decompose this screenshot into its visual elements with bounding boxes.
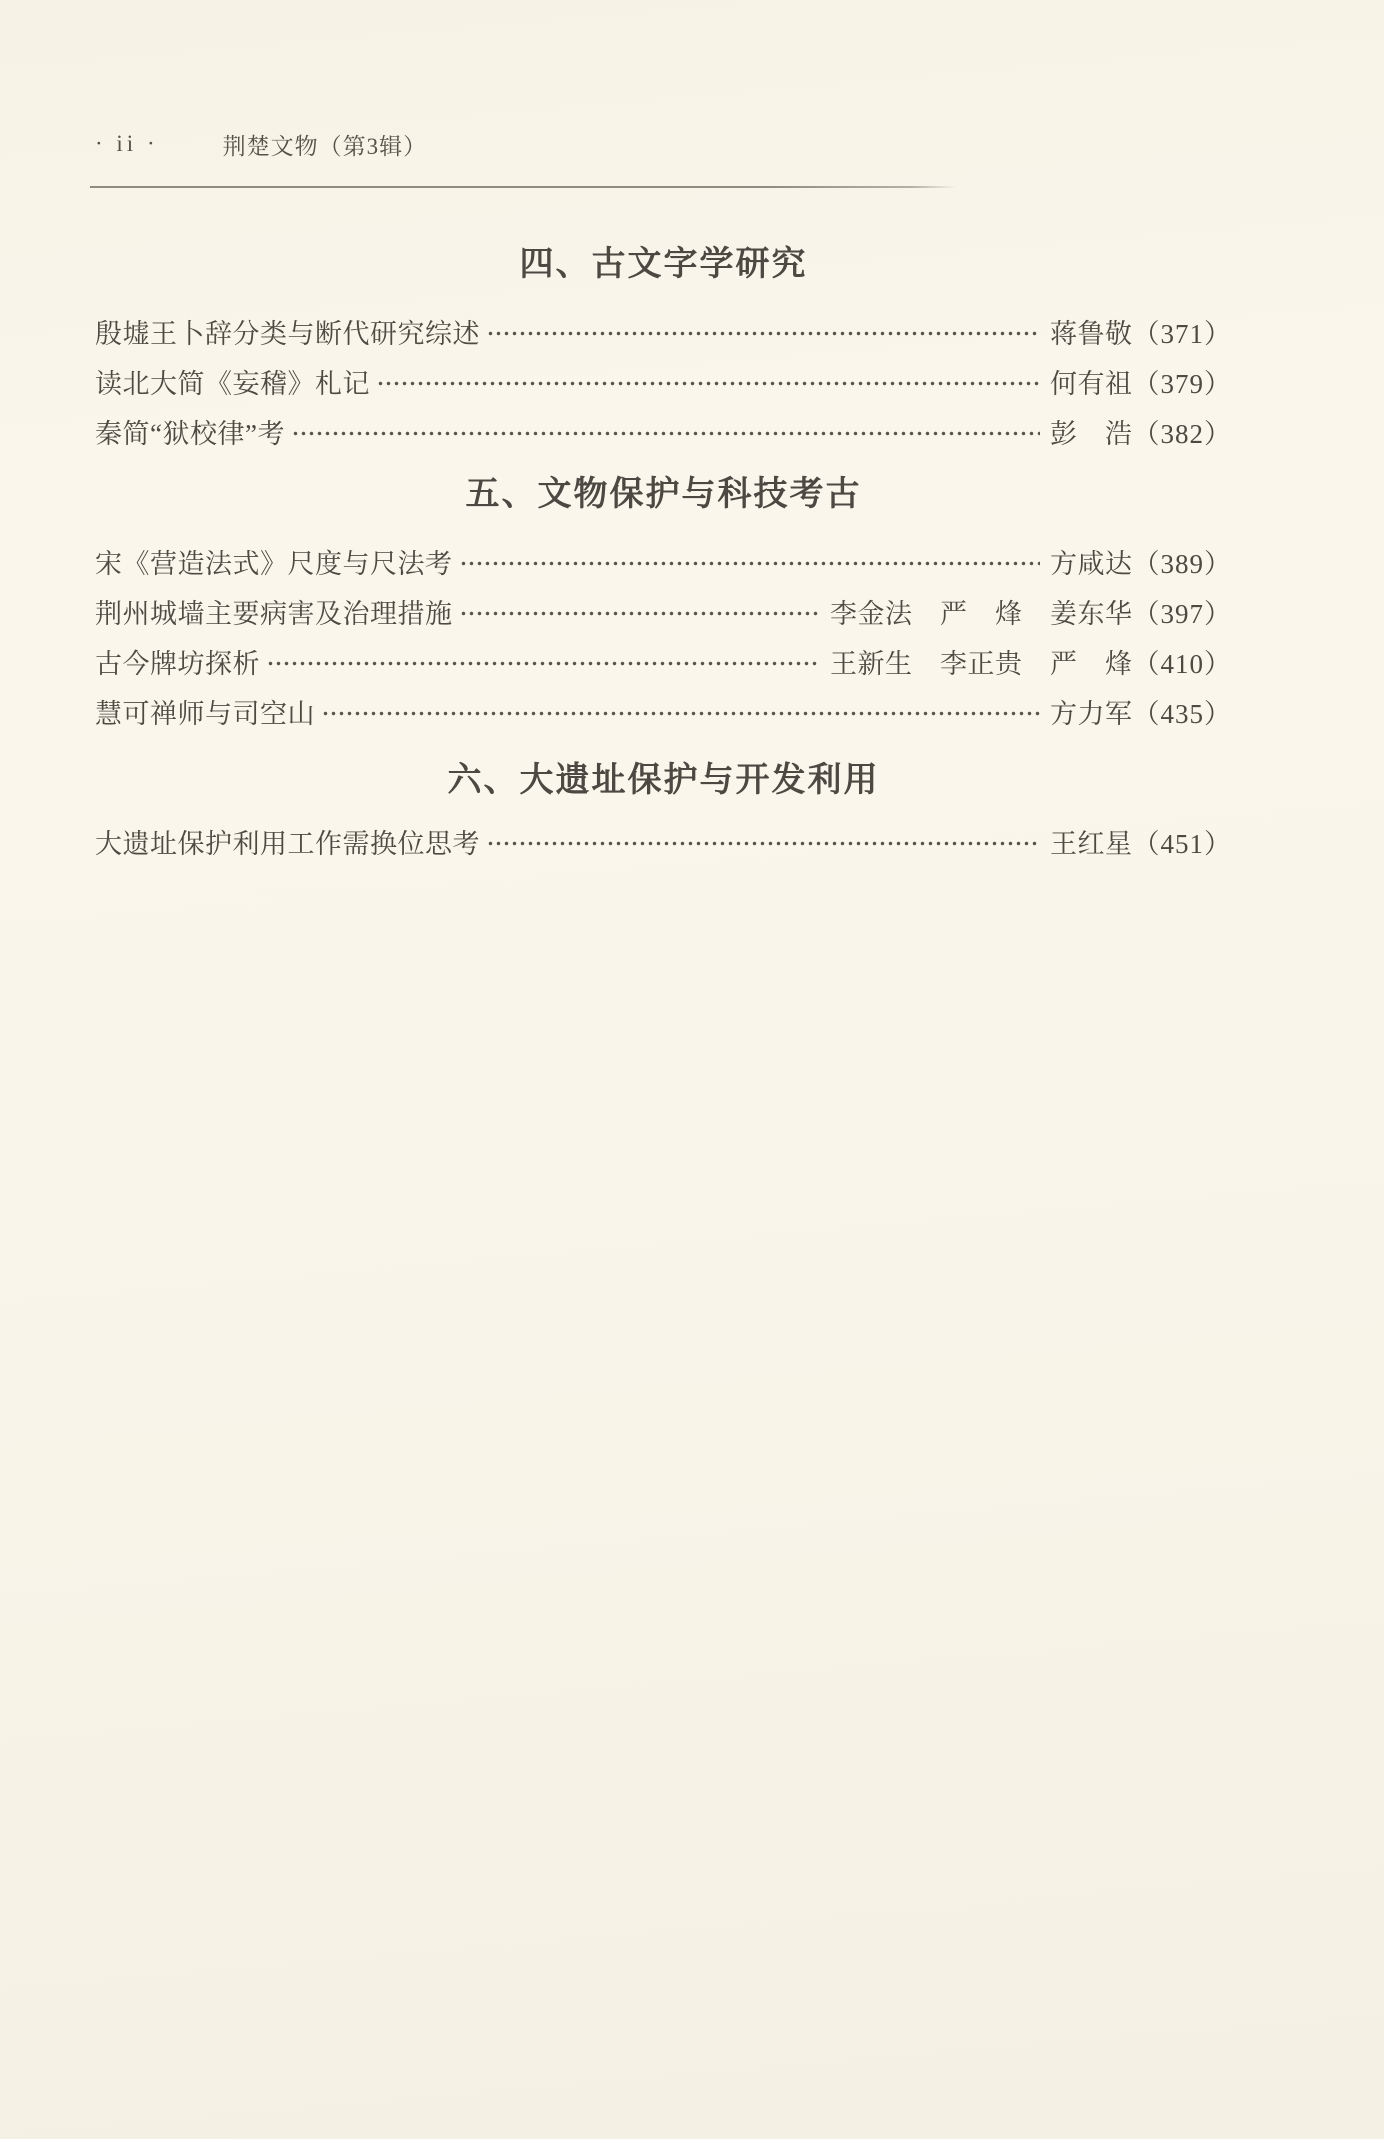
toc-entry — [95, 586, 1232, 636]
running-book-title: 荆楚文物（第3辑） — [222, 133, 428, 159]
section-heading-4: 四、古文字学研究 — [519, 245, 808, 283]
entry-page-number: （410） — [1132, 648, 1232, 679]
entry-title: 大遗址保护利用工作需换位思考 — [95, 828, 480, 859]
entry-page-number: （451） — [1132, 828, 1232, 859]
entry-page-number: （389） — [1132, 548, 1232, 579]
entry-title: 荆州城墙主要病害及治理措施 — [95, 598, 453, 629]
entry-right — [1050, 362, 1232, 401]
entry-authors: 方力军 — [1050, 698, 1133, 729]
toc-entry — [95, 686, 1232, 736]
toc-group-5 — [95, 536, 1232, 736]
toc-entry — [95, 356, 1232, 406]
entry-right — [1050, 692, 1232, 731]
entry-authors: 何有祖 — [1050, 368, 1133, 399]
entry-page-number: （397） — [1132, 598, 1232, 629]
entry-authors: 李金法 严 烽 姜东华 — [830, 598, 1133, 629]
toc-entry — [95, 816, 1232, 866]
entry-title: 宋《营造法式》尺度与尺法考 — [95, 548, 453, 579]
entry-title: 慧可禅师与司空山 — [95, 698, 315, 729]
folio-page-number: · ii · — [95, 131, 159, 156]
toc-group-4 — [95, 306, 1232, 456]
entry-right — [830, 642, 1232, 681]
dot-leader — [486, 318, 1042, 345]
entry-authors: 彭 浩 — [1050, 418, 1133, 449]
header-rule — [90, 186, 956, 188]
content-column — [95, 128, 1232, 866]
dot-leader — [459, 598, 823, 625]
dot-leader — [266, 648, 822, 675]
toc-entry — [95, 536, 1232, 586]
dot-leader — [376, 368, 1042, 395]
entry-right — [830, 592, 1232, 631]
entry-title: 古今牌坊探析 — [95, 648, 260, 679]
dot-leader — [321, 698, 1042, 725]
entry-authors: 王红星 — [1050, 828, 1133, 859]
section-heading-5: 五、文物保护与科技考古 — [465, 475, 862, 513]
entry-authors: 方咸达 — [1050, 548, 1133, 579]
dot-leader — [459, 548, 1043, 575]
toc-entry — [95, 636, 1232, 686]
scanned-toc-page — [0, 128, 1384, 2139]
entry-page-number: （382） — [1132, 418, 1232, 449]
running-header — [95, 128, 1232, 160]
entry-page-number: （379） — [1132, 368, 1232, 399]
entry-title: 秦简“狱校律”考 — [95, 418, 285, 449]
toc-entry — [95, 406, 1232, 456]
entry-right — [1050, 542, 1232, 581]
dot-leader — [486, 828, 1042, 855]
entry-authors: 王新生 李正贵 严 烽 — [830, 648, 1133, 679]
entry-right — [1050, 412, 1232, 451]
toc-group-6 — [95, 816, 1232, 866]
entry-title: 殷墟王卜辞分类与断代研究综述 — [95, 318, 480, 349]
toc-entry — [95, 306, 1232, 356]
dot-leader — [291, 418, 1042, 445]
section-heading-6: 六、大遗址保护与开发利用 — [447, 761, 880, 799]
entry-title: 读北大简《妄稽》札记 — [95, 368, 370, 399]
entry-page-number: （435） — [1132, 698, 1232, 729]
entry-page-number: （371） — [1132, 318, 1232, 349]
entry-authors: 蒋鲁敬 — [1050, 318, 1133, 349]
entry-right — [1050, 822, 1232, 861]
entry-right — [1050, 312, 1232, 351]
